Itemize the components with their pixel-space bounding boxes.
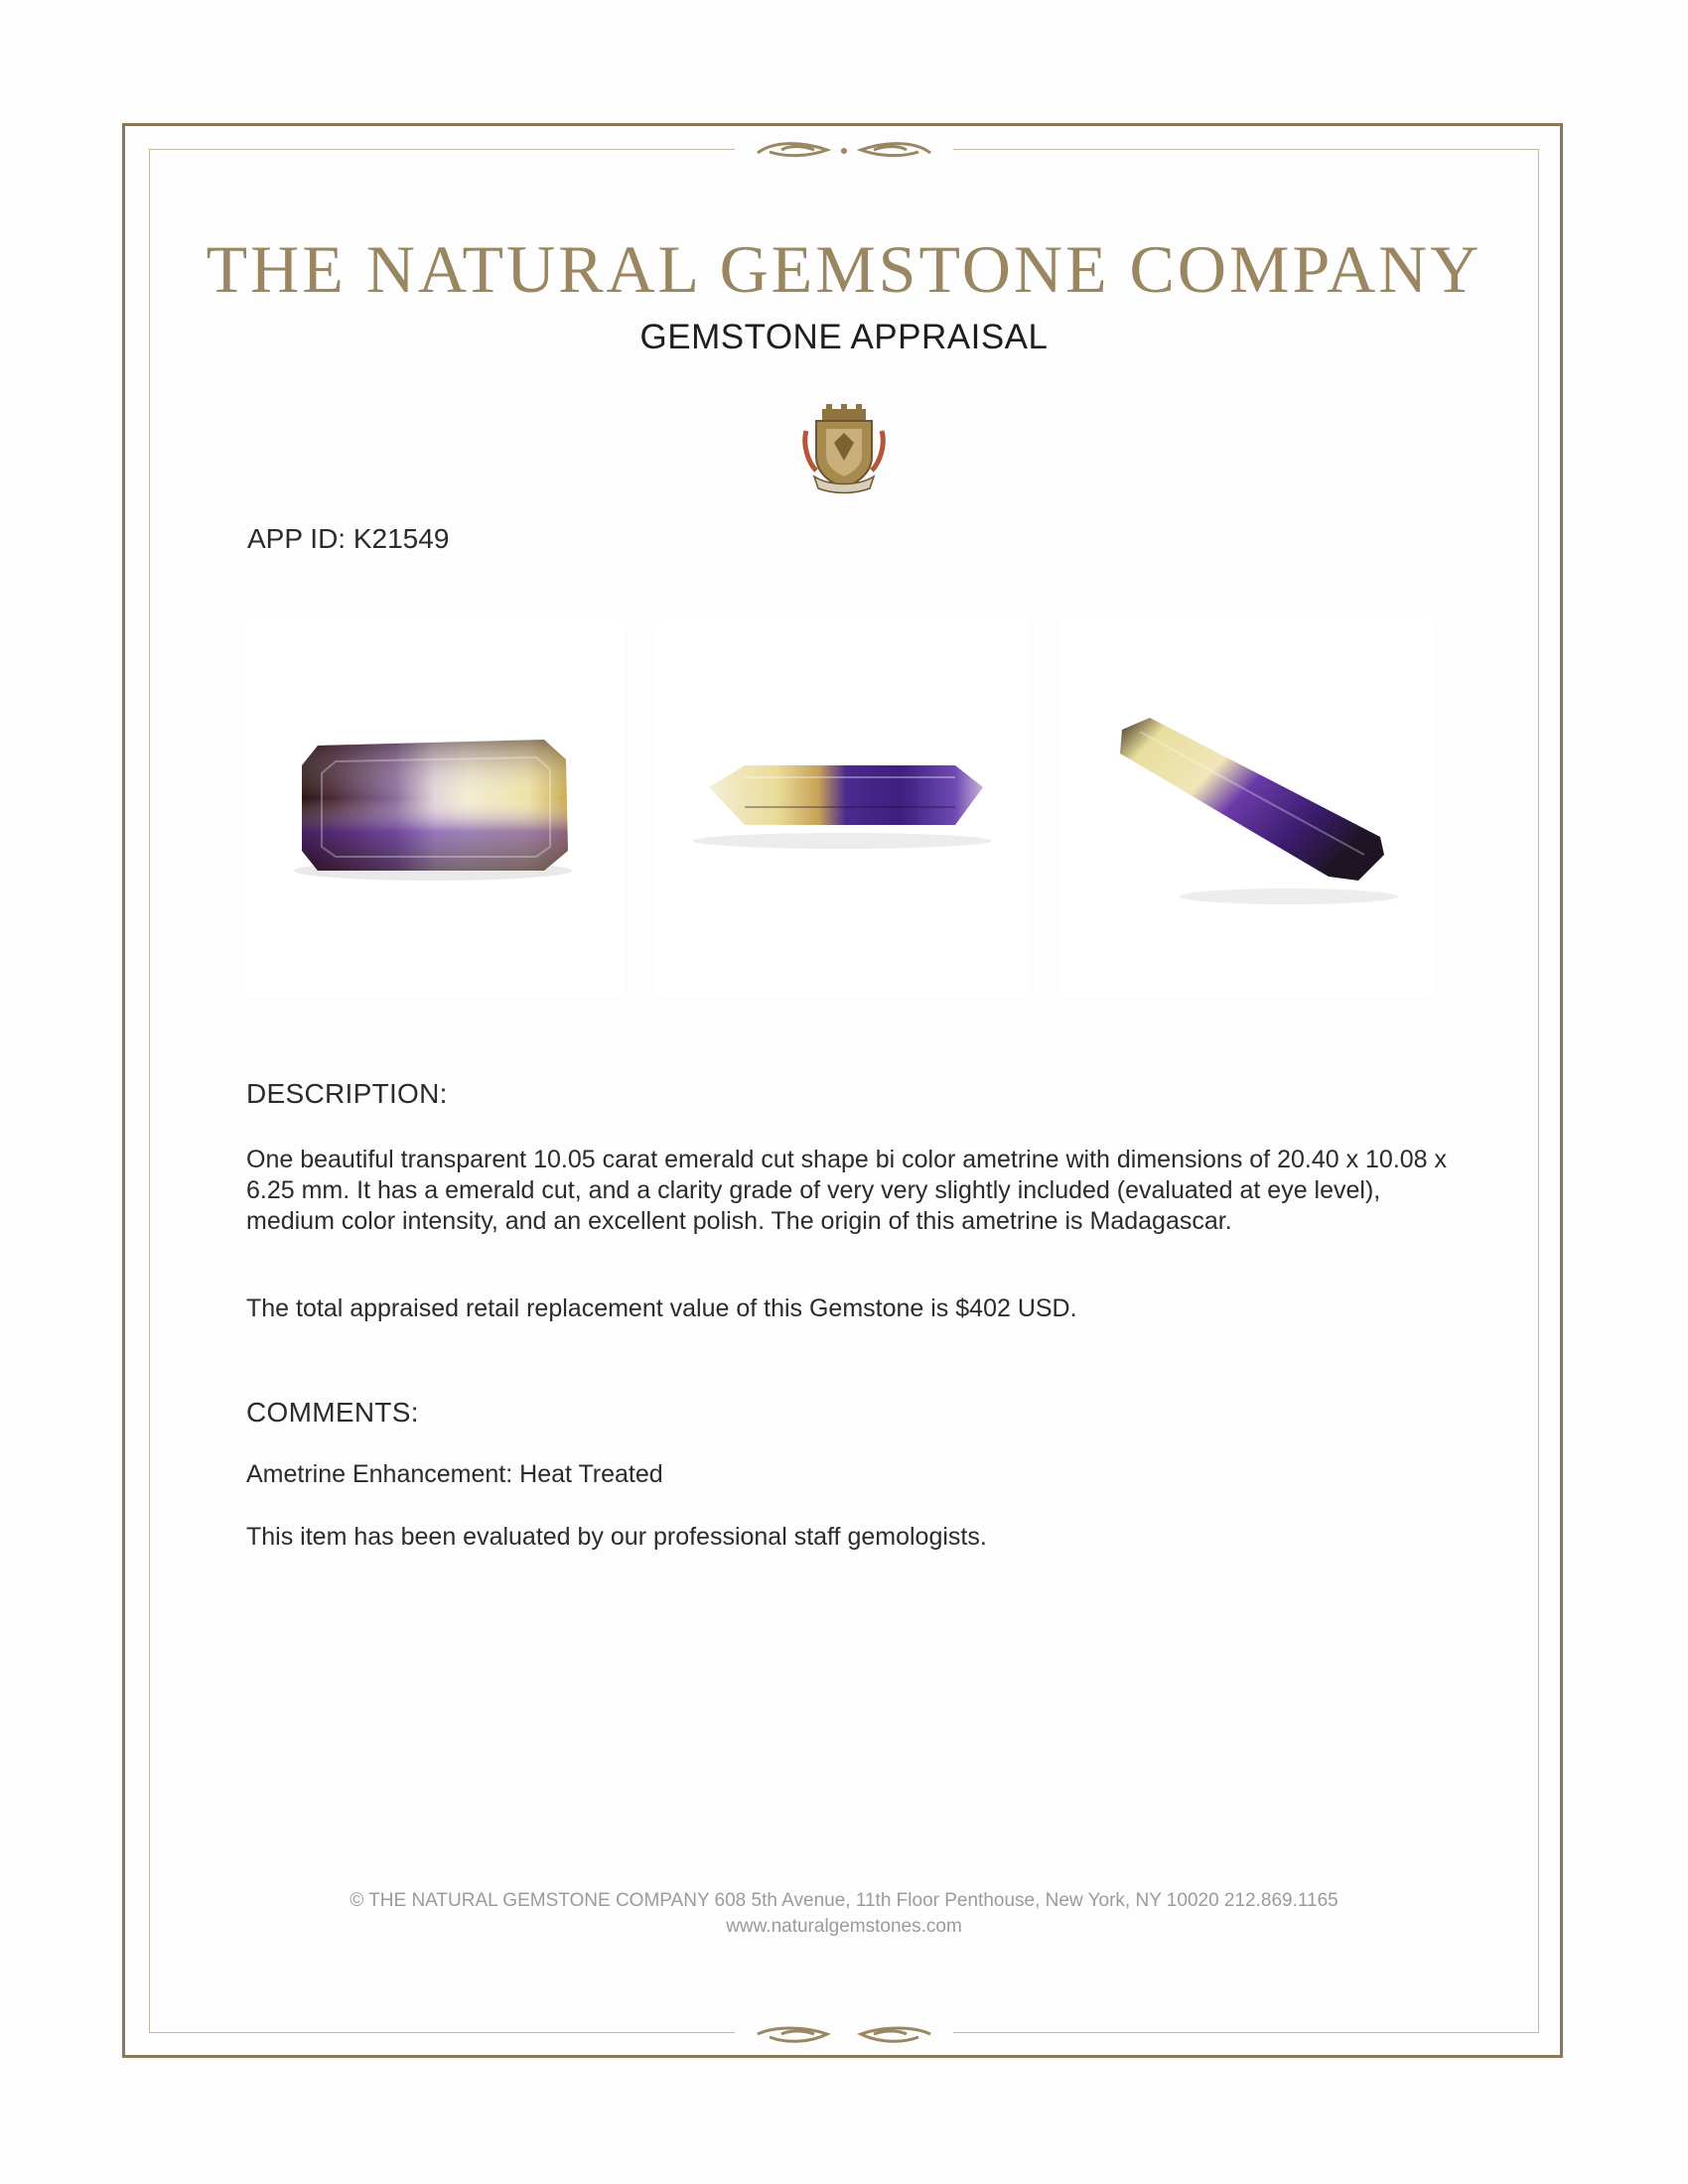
top-ornament <box>735 135 953 165</box>
description-text: One beautiful transparent 10.05 carat emerald cut shape bi color ametrine with dimensions of 20.40 x 10.08 x 6.25 mm. It has a emerald cut, and a clarity grade of very very slightly included (evaluated at eye level), medium color intensity, and an excellent polish. The origin of this ametrine is Madagascar. <box>246 1146 1448 1235</box>
enhancement-text: Ametrine Enhancement: Heat Treated <box>246 1460 663 1488</box>
gem-photo-angled <box>1060 620 1436 996</box>
gem-photo-top <box>246 620 622 996</box>
page-title: GEMSTONE APPRAISAL <box>639 318 1049 356</box>
footer-website-link[interactable]: www.naturalgemstones.com <box>726 1916 962 1937</box>
evaluation-note: This item has been evaluated by our professional staff gemologists. <box>246 1523 987 1551</box>
bottom-ornament <box>735 2019 953 2049</box>
crest-logo <box>800 401 888 496</box>
description-heading: DESCRIPTION: <box>246 1078 448 1109</box>
company-name: THE NATURAL GEMSTONE COMPANY <box>206 231 1482 307</box>
comments-heading: COMMENTS: <box>246 1397 419 1428</box>
footer-address: © THE NATURAL GEMSTONE COMPANY 608 5th Avenue, 11th Floor Penthouse, New York, NY 10020 212.869.1165 <box>350 1890 1338 1911</box>
app-id: APP ID: K21549 <box>247 523 450 554</box>
gem-photo-side <box>653 620 1029 996</box>
appraised-value-text: The total appraised retail replacement value of this Gemstone is $402 USD. <box>246 1295 1077 1322</box>
